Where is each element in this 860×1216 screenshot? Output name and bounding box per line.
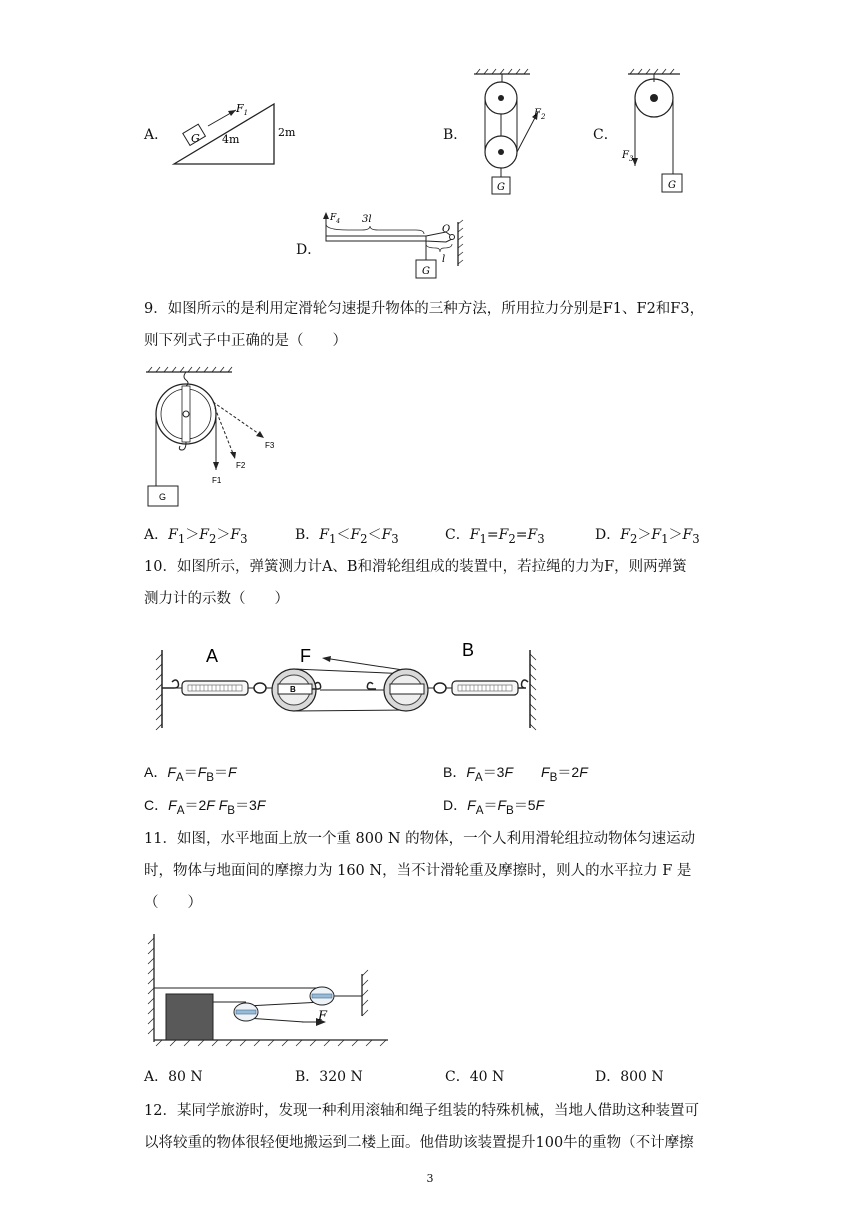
q11-stem-line2: 时，物体与地面间的摩擦力为 160 N，当不计滑轮重及摩擦时，则人的水平拉力 F 是	[144, 863, 692, 879]
incline-slope-length: 4m	[222, 133, 240, 146]
q11-option-b[interactable]: B．320 N	[295, 1069, 363, 1085]
q10-option-c[interactable]: C．$F_A=2F$ $F_B=3F$	[144, 797, 266, 817]
fixed-pulley-figure	[618, 68, 698, 198]
q9-stem-line1: 9．如图所示的是利用定滑轮匀速提升物体的三种方法，所用拉力分别是F1、F2和F3，	[144, 301, 705, 317]
page-number: 3	[426, 1172, 434, 1185]
pulley-block-force-label: $F_2$	[534, 108, 546, 121]
lever-pivot-label: O	[442, 224, 451, 235]
fixed-pulley-force-label: $F_3$	[622, 150, 634, 163]
q10-stem-line1: 10．如图所示，弹簧测力计A、B和滑轮组组成的装置中，若拉绳的力为F，则两弹簧	[144, 559, 687, 575]
q9-option-d[interactable]: D．$F_2>F_1>F_3$	[595, 527, 700, 546]
q9-weight-label: G	[159, 492, 167, 502]
q10-option-a[interactable]: A．$F_A=F_B=F$	[144, 764, 237, 784]
q10-option-d[interactable]: D．$F_A=F_B=5F$	[443, 797, 545, 817]
lever-weight-label: G	[422, 266, 430, 277]
q9-f2-label: F2	[236, 461, 246, 470]
q9-pulley-figure	[142, 364, 282, 512]
incline-weight-label: G	[191, 132, 200, 145]
q9-stem-line2: 则下列式子中正确的是（ ）	[144, 333, 347, 349]
incline-force-label: $F_1$	[236, 102, 249, 117]
pulley-block-weight-label: G	[497, 182, 505, 193]
lever-force-label: $F_4$	[330, 213, 341, 225]
q9-f3-label: F3	[265, 441, 275, 450]
option-c-letter: C．	[593, 127, 618, 143]
q10-option-b[interactable]: B．$F_A=3F$ $F_B=2F$	[443, 764, 588, 784]
q9-option-c[interactable]: C．$F_1=F_2=F_3$	[445, 527, 545, 546]
q11-stem-line1: 11．如图，水平地面上放一个重 800 N 的物体，一个人利用滑轮组拉动物体匀速运动	[144, 831, 696, 847]
q11-option-d[interactable]: D．800 N	[595, 1069, 664, 1085]
lever-figure	[318, 208, 468, 286]
q10-label-f: F	[300, 646, 311, 666]
q11-stem-line3: （ ）	[144, 895, 202, 911]
q10-spring-scale-figure	[150, 634, 545, 732]
q12-stem-line2: 以将较重的物体很轻便地搬运到二楼上面。他借助该装置提升100牛的重物（不计摩擦	[144, 1135, 694, 1151]
q11-option-c[interactable]: C．40 N	[445, 1069, 505, 1085]
fixed-pulley-weight-label: G	[668, 180, 676, 191]
q11-pulley-figure	[142, 930, 392, 1048]
option-d-letter: D．	[296, 242, 322, 258]
q12-stem-line1: 12．某同学旅游时，发现一种利用滚轴和绳子组装的特殊机械，当地人借助这种装置可	[144, 1103, 699, 1119]
incline-figure	[170, 96, 305, 168]
q9-option-b[interactable]: B．$F_1<F_2<F_3$	[295, 527, 399, 546]
q10-stem-line2: 测力计的示数（ ）	[144, 591, 289, 607]
q9-f1-label: F1	[212, 476, 222, 485]
q9-option-a[interactable]: A．$F_1>F_2>F_3$	[144, 527, 248, 546]
q10-label-a: A	[206, 646, 219, 666]
pulley-block-figure	[468, 68, 568, 198]
lever-short-arm-label: l	[442, 254, 446, 265]
q11-force-label: F	[318, 1009, 328, 1024]
lever-long-arm-label: 3l	[362, 214, 372, 225]
option-a-letter: A．	[144, 127, 169, 143]
q10-pulley-label: B	[290, 685, 296, 694]
incline-height: 2m	[278, 126, 296, 139]
q11-option-a[interactable]: A．80 N	[144, 1069, 203, 1085]
option-b-letter: B．	[443, 127, 468, 143]
q10-label-b: B	[462, 640, 475, 660]
